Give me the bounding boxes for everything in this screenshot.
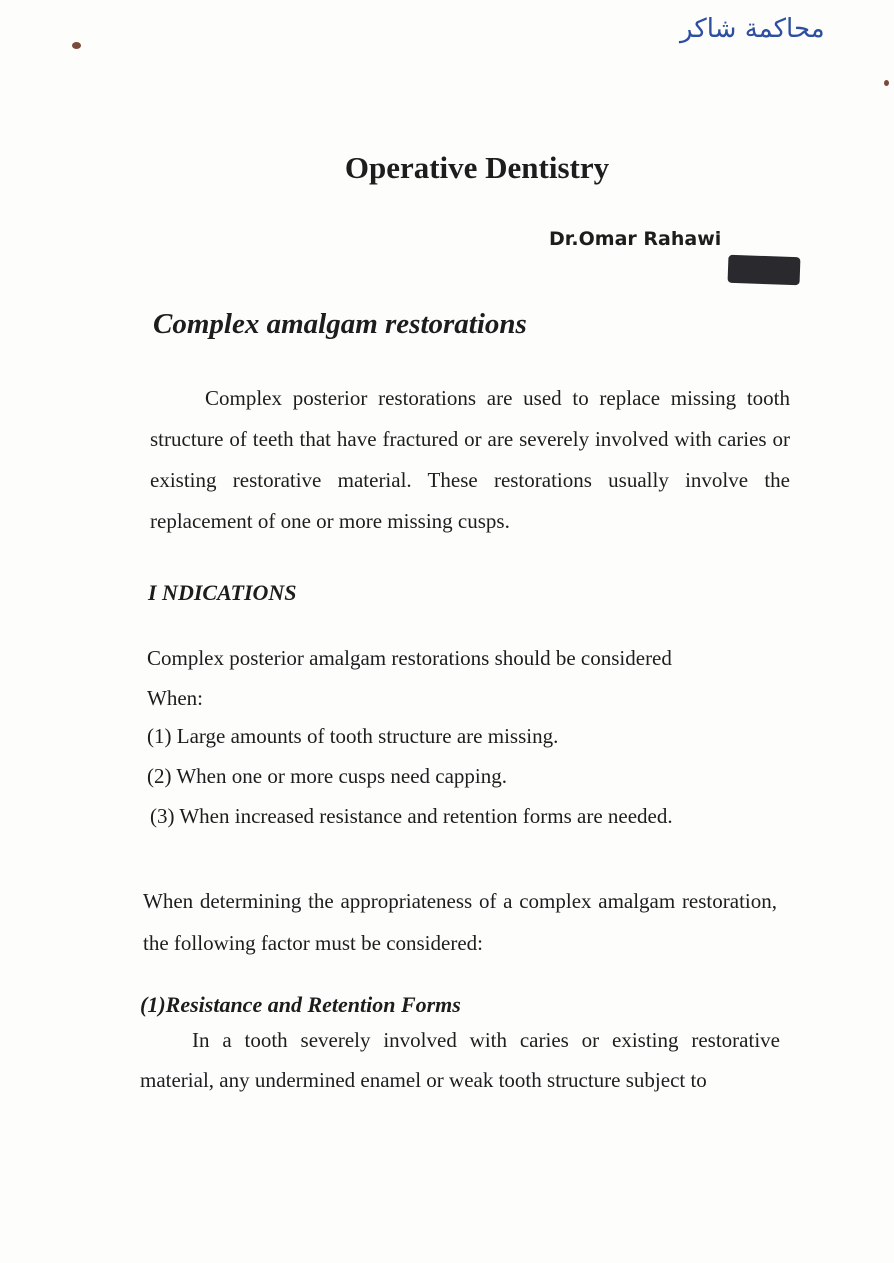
list-item: (3) When increased resistance and retention forms are needed. xyxy=(150,804,673,828)
resistance-heading: (1)Resistance and Retention Forms xyxy=(140,992,461,1017)
indications-heading: I NDICATIONS xyxy=(148,580,297,605)
indications-list xyxy=(147,716,787,836)
resistance-text: In a tooth severely involved with caries or existing restorative material, any undermined enamel or weak tooth structure subject to xyxy=(140,1028,780,1092)
resistance-paragraph xyxy=(140,1020,780,1100)
indications-lead xyxy=(147,638,787,718)
determining-paragraph: When determining the appropriateness of a complex amalgam restoration, the following factor must be considered: xyxy=(143,889,777,955)
stain-mark xyxy=(884,80,889,86)
intro-paragraph xyxy=(150,378,790,542)
indications-lead-line: When: xyxy=(147,686,203,710)
section-heading: Complex amalgam restorations xyxy=(153,308,527,340)
list-item: (1) Large amounts of tooth structure are missing. xyxy=(147,724,559,748)
author-name: Dr.Omar Rahawi xyxy=(549,228,722,250)
indications-lead-line: Complex posterior amalgam restorations should be considered xyxy=(147,646,672,670)
document-title: Operative Dentistry xyxy=(344,150,610,185)
redaction-mark xyxy=(728,255,801,285)
list-item: (2) When one or more cusps need capping. xyxy=(147,764,507,788)
handwritten-note: محاكمة شاكر xyxy=(680,14,825,44)
stain-mark xyxy=(72,42,81,49)
intro-text: Complex posterior restorations are used to replace missing tooth structure of teeth that have fractured or are severely involved with caries or existing restorative material. These restorations usually involve the replacement of one or more missing cusps. xyxy=(150,386,790,533)
